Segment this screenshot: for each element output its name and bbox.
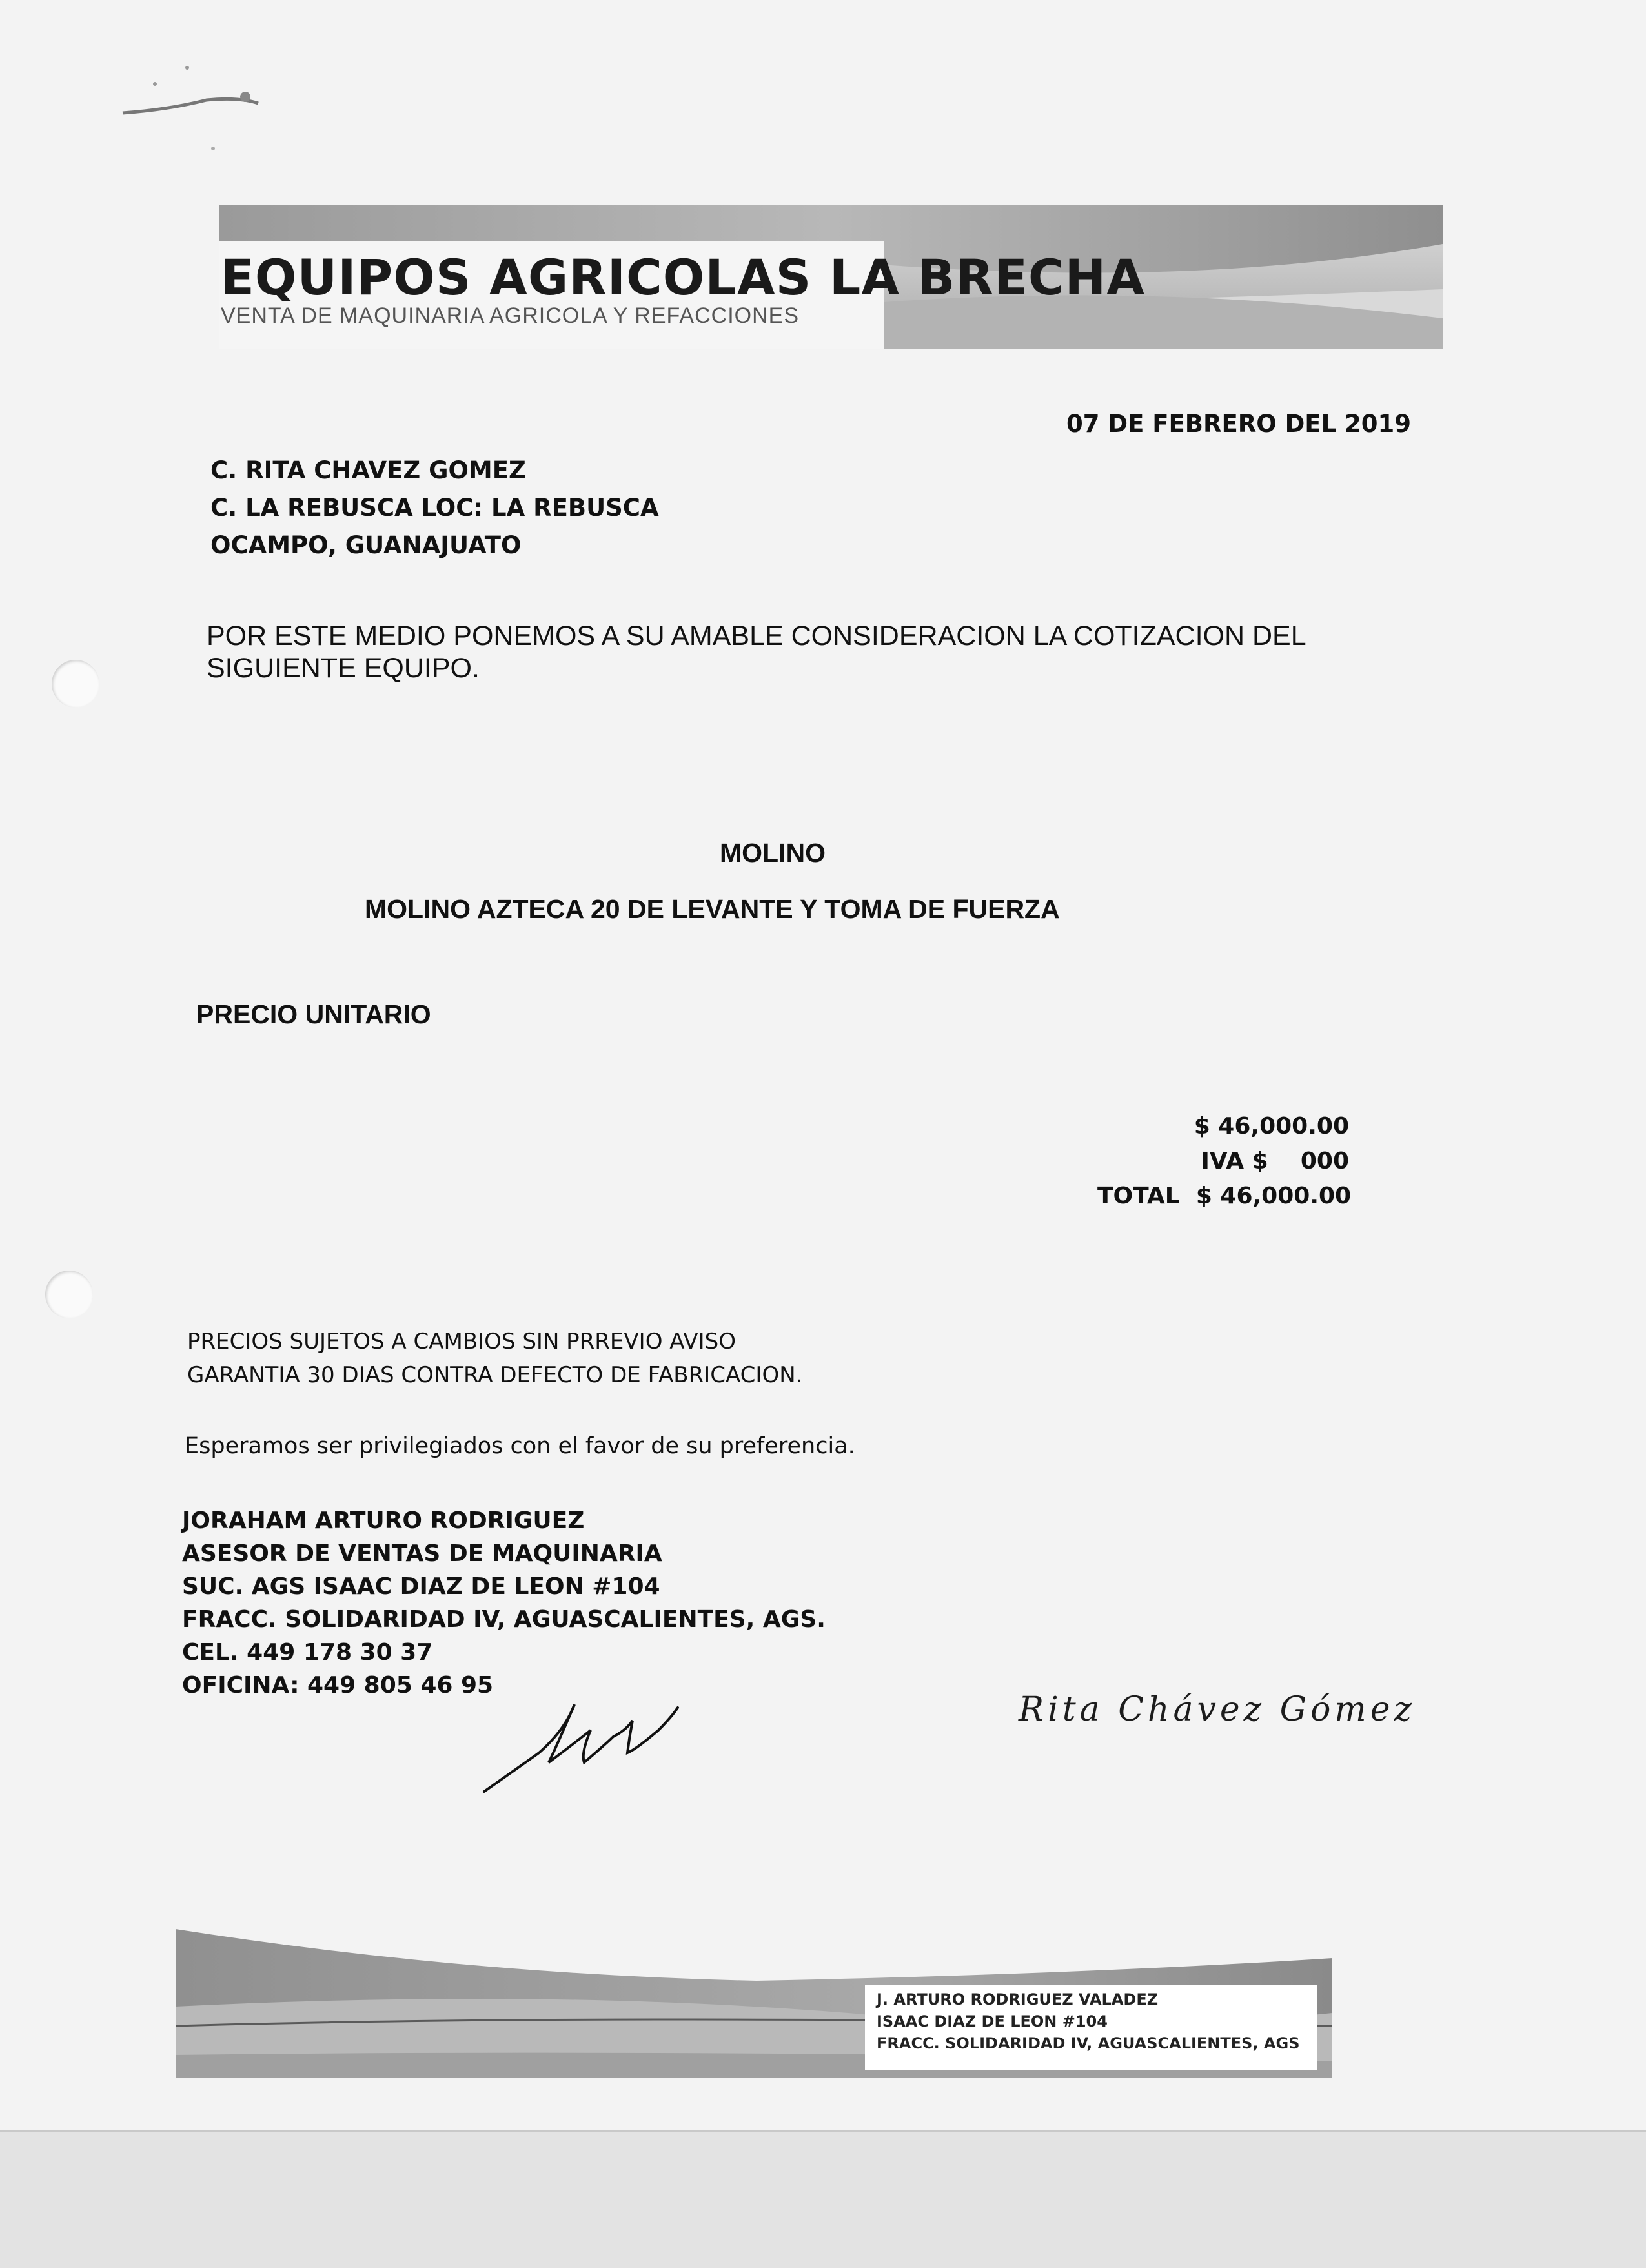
recipient-city: OCAMPO, GUANAJUATO [210,531,522,559]
sender-name: JORAHAM ARTURO RODRIGUEZ [182,1507,585,1534]
sender-signature [478,1691,697,1801]
punch-hole [52,660,99,708]
total-label: TOTAL [1097,1183,1180,1209]
sender-office: OFICINA: 449 805 46 95 [182,1672,494,1699]
company-tagline: VENTA DE MAQUINARIA AGRICOLA Y REFACCIONES [221,303,800,328]
sender-block [182,1504,826,1702]
conditions-block [187,1325,802,1392]
condition-line: GARANTIA 30 DIAS CONTRA DEFECTO DE FABRICACION. [187,1362,803,1388]
intro-line: SIGUIENTE EQUIPO. [207,653,480,684]
subtotal-amount: $ 46,000.00 [1194,1113,1349,1139]
iva-label: IVA $ [1201,1148,1268,1174]
iva-row [1097,1144,1349,1179]
total-amount: $ 46,000.00 [1195,1183,1352,1209]
footer-line: J. ARTURO RODRIGUEZ VALADEZ [877,1990,1159,2008]
sender-cell: CEL. 449 178 30 37 [182,1639,433,1666]
pricing-block [1097,1109,1352,1214]
document-date: 07 DE FEBRERO DEL 2019 [1066,410,1412,438]
footer-address-box [865,1985,1317,2070]
scribble-mark [26,39,271,168]
total-row [1097,1179,1352,1214]
footer-line: FRACC. SOLIDARIDAD IV, AGUASCALIENTES, AGS [877,2034,1300,2052]
recipient-block [210,452,659,564]
closing-line: Esperamos ser privilegiados con el favor de su preferencia. [185,1433,855,1459]
intro-paragraph [207,620,1306,684]
item-description: MOLINO AZTECA 20 DE LEVANTE Y TOMA DE FUERZA [365,894,1060,924]
intro-line: POR ESTE MEDIO PONEMOS A SU AMABLE CONSIDERACION LA COTIZACION DEL [207,620,1306,651]
item-category: MOLINO [720,838,826,868]
sender-branch: SUC. AGS ISAAC DIAZ DE LEON #104 [182,1573,660,1600]
handwritten-name: Rita Chávez Gómez [1019,1690,1416,1729]
recipient-address: C. LA REBUSCA LOC: LA REBUSCA [210,494,659,522]
sender-address: FRACC. SOLIDARIDAD IV, AGUASCALIENTES, AGS. [182,1606,826,1633]
sender-title: ASESOR DE VENTAS DE MAQUINARIA [182,1540,662,1567]
recipient-name: C. RITA CHAVEZ GOMEZ [210,456,526,484]
punch-hole [45,1271,93,1318]
company-name: EQUIPOS AGRICOLAS LA BRECHA [221,249,1146,306]
page-edge [0,2130,1646,2268]
iva-amount: 000 [1300,1148,1349,1174]
unit-price-label: PRECIO UNITARIO [196,999,431,1029]
footer-line: ISAAC DIAZ DE LEON #104 [877,2012,1108,2030]
condition-line: PRECIOS SUJETOS A CAMBIOS SIN PRREVIO AVISO [187,1329,736,1354]
